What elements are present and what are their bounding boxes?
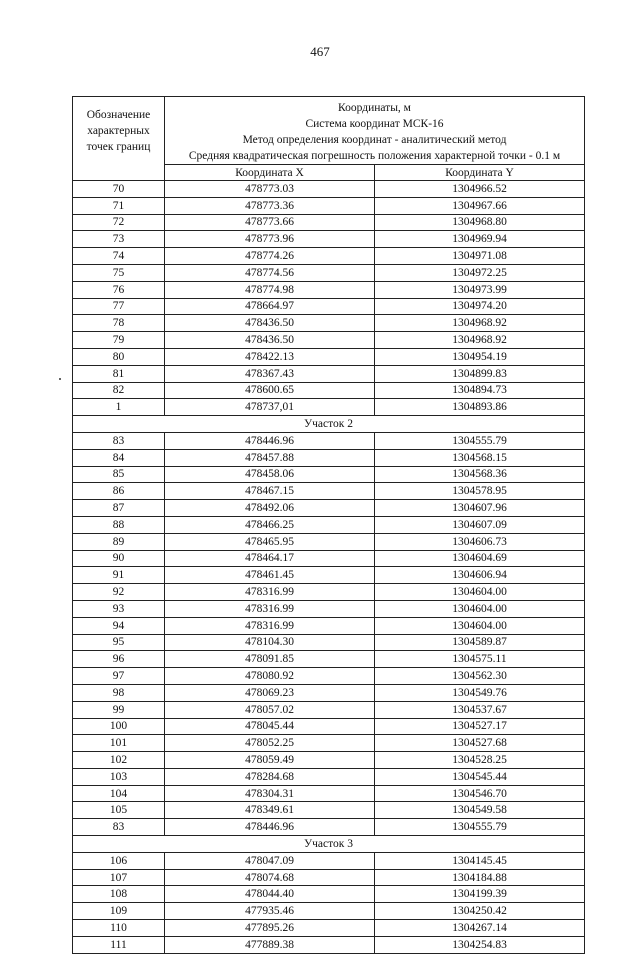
- point-id-cell: 70: [73, 181, 165, 198]
- y-coordinate-cell: 1304562.30: [375, 668, 585, 685]
- y-coordinate-cell: 1304968.80: [375, 214, 585, 231]
- y-coordinate-cell: 1304604.00: [375, 600, 585, 617]
- coordinates-table: [72, 96, 585, 954]
- section-title: Участок 3: [73, 836, 585, 853]
- point-id-cell: 81: [73, 365, 165, 382]
- y-coordinate-cell: 1304568.36: [375, 466, 585, 483]
- table-row: [73, 567, 585, 584]
- point-id-cell: 92: [73, 584, 165, 601]
- x-coordinate-cell: 478304.31: [165, 785, 375, 802]
- point-id-cell: 105: [73, 802, 165, 819]
- x-coordinate-cell: 478464.17: [165, 550, 375, 567]
- section-row: [73, 836, 585, 853]
- table-row: [73, 735, 585, 752]
- y-coordinate-cell: 1304606.94: [375, 567, 585, 584]
- table-row: [73, 432, 585, 449]
- point-id-cell: 93: [73, 600, 165, 617]
- x-coordinate-cell: 477895.26: [165, 920, 375, 937]
- y-coordinate-cell: 1304604.00: [375, 584, 585, 601]
- y-coordinate-cell: 1304546.70: [375, 785, 585, 802]
- x-coordinate-cell: 478316.99: [165, 600, 375, 617]
- point-id-cell: 109: [73, 903, 165, 920]
- coordinates-header: [165, 97, 585, 165]
- x-coordinate-cell: 478436.50: [165, 315, 375, 332]
- table-row: [73, 869, 585, 886]
- table-row: [73, 197, 585, 214]
- table-row: [73, 684, 585, 701]
- table-row: [73, 214, 585, 231]
- table-row: [73, 819, 585, 836]
- table-row: [73, 936, 585, 953]
- y-coordinate-cell: 1304974.20: [375, 298, 585, 315]
- y-coordinate-cell: 1304575.11: [375, 651, 585, 668]
- table-row: [73, 550, 585, 567]
- table-row: [73, 668, 585, 685]
- x-coordinate-cell: 478059.49: [165, 752, 375, 769]
- section-title: Участок 2: [73, 416, 585, 433]
- point-id-cell: 96: [73, 651, 165, 668]
- x-coordinate-cell: 477935.46: [165, 903, 375, 920]
- x-coordinate-cell: 478458.06: [165, 466, 375, 483]
- point-label-header: Обозначение характерных точек границ: [73, 97, 165, 181]
- table-row: [73, 768, 585, 785]
- y-coordinate-cell: 1304894.73: [375, 382, 585, 399]
- table-row: [73, 181, 585, 198]
- point-id-cell: 80: [73, 348, 165, 365]
- table-row: [73, 701, 585, 718]
- x-coordinate-cell: 478664.97: [165, 298, 375, 315]
- table-row: [73, 584, 585, 601]
- point-id-cell: 90: [73, 550, 165, 567]
- point-id-cell: 95: [73, 634, 165, 651]
- point-id-cell: 98: [73, 684, 165, 701]
- x-coordinate-cell: 477889.38: [165, 936, 375, 953]
- accuracy-description: Средняя квадратическая погрешность положения характерной точки - 0.1 м: [188, 150, 561, 162]
- y-coordinate-cell: 1304568.15: [375, 449, 585, 466]
- section-row: [73, 416, 585, 433]
- table-row: [73, 315, 585, 332]
- x-coordinate-cell: 478773.66: [165, 214, 375, 231]
- table-row: [73, 399, 585, 416]
- x-coordinate-cell: 478044.40: [165, 886, 375, 903]
- y-coordinate-cell: 1304254.83: [375, 936, 585, 953]
- page-number: 467: [310, 44, 330, 59]
- x-coordinate-cell: 478422.13: [165, 348, 375, 365]
- point-id-cell: 74: [73, 248, 165, 265]
- point-id-cell: 86: [73, 483, 165, 500]
- table-row: [73, 248, 585, 265]
- table-row: [73, 600, 585, 617]
- x-coordinate-cell: 478461.45: [165, 567, 375, 584]
- x-coordinate-cell: 478774.98: [165, 281, 375, 298]
- x-coordinate-cell: 478316.99: [165, 617, 375, 634]
- x-coordinate-cell: 478774.26: [165, 248, 375, 265]
- point-id-cell: 78: [73, 315, 165, 332]
- x-coordinate-cell: 478600.65: [165, 382, 375, 399]
- y-coordinate-cell: 1304199.39: [375, 886, 585, 903]
- table-row: [73, 483, 585, 500]
- point-id-cell: 87: [73, 500, 165, 517]
- point-id-cell: 79: [73, 332, 165, 349]
- table-row: [73, 533, 585, 550]
- table-row: [73, 332, 585, 349]
- y-coordinate-cell: 1304549.76: [375, 684, 585, 701]
- point-id-cell: 97: [73, 668, 165, 685]
- x-coordinate-cell: 478069.23: [165, 684, 375, 701]
- x-coordinate-cell: 478349.61: [165, 802, 375, 819]
- table-row: [73, 785, 585, 802]
- y-coordinate-cell: 1304968.92: [375, 332, 585, 349]
- point-id-cell: 110: [73, 920, 165, 937]
- y-coordinate-cell: 1304973.99: [375, 281, 585, 298]
- x-column-header: Координата X: [165, 165, 375, 181]
- x-coordinate-cell: 478367.43: [165, 365, 375, 382]
- y-coordinate-cell: 1304527.68: [375, 735, 585, 752]
- point-id-cell: 1: [73, 399, 165, 416]
- x-coordinate-cell: 478773.36: [165, 197, 375, 214]
- table-body: [73, 181, 585, 954]
- point-id-cell: 102: [73, 752, 165, 769]
- y-coordinate-cell: 1304968.92: [375, 315, 585, 332]
- y-coordinate-cell: 1304555.79: [375, 432, 585, 449]
- method-description: Метод определения координат - аналитический метод: [242, 134, 507, 146]
- point-id-cell: 103: [73, 768, 165, 785]
- x-coordinate-cell: 478047.09: [165, 852, 375, 869]
- table-row: [73, 752, 585, 769]
- x-coordinate-cell: 478091.85: [165, 651, 375, 668]
- y-coordinate-cell: 1304545.44: [375, 768, 585, 785]
- point-id-cell: 107: [73, 869, 165, 886]
- scan-speck: [59, 378, 61, 380]
- y-coordinate-cell: 1304893.86: [375, 399, 585, 416]
- y-coordinate-cell: 1304184.88: [375, 869, 585, 886]
- y-coordinate-cell: 1304578.95: [375, 483, 585, 500]
- table-row: [73, 466, 585, 483]
- point-id-cell: 108: [73, 886, 165, 903]
- point-id-cell: 82: [73, 382, 165, 399]
- point-id-cell: 91: [73, 567, 165, 584]
- y-column-header: Координата Y: [375, 165, 585, 181]
- y-coordinate-cell: 1304606.73: [375, 533, 585, 550]
- coordinate-system: Система координат МСК-16: [305, 118, 444, 130]
- point-id-cell: 75: [73, 264, 165, 281]
- point-id-cell: 104: [73, 785, 165, 802]
- point-id-cell: 89: [73, 533, 165, 550]
- x-coordinate-cell: 478436.50: [165, 332, 375, 349]
- point-id-cell: 73: [73, 231, 165, 248]
- table-row: [73, 903, 585, 920]
- y-coordinate-cell: 1304972.25: [375, 264, 585, 281]
- table-row: [73, 802, 585, 819]
- x-coordinate-cell: 478466.25: [165, 516, 375, 533]
- point-id-cell: 106: [73, 852, 165, 869]
- x-coordinate-cell: 478467.15: [165, 483, 375, 500]
- y-coordinate-cell: 1304604.69: [375, 550, 585, 567]
- table-row: [73, 718, 585, 735]
- table-row: [73, 651, 585, 668]
- point-id-cell: 76: [73, 281, 165, 298]
- x-coordinate-cell: 478316.99: [165, 584, 375, 601]
- y-coordinate-cell: 1304537.67: [375, 701, 585, 718]
- table-row: [73, 617, 585, 634]
- point-id-cell: 94: [73, 617, 165, 634]
- x-coordinate-cell: 478045.44: [165, 718, 375, 735]
- y-coordinate-cell: 1304527.17: [375, 718, 585, 735]
- table-row: [73, 500, 585, 517]
- x-coordinate-cell: 478284.68: [165, 768, 375, 785]
- table-row: [73, 516, 585, 533]
- x-coordinate-cell: 478104.30: [165, 634, 375, 651]
- point-id-cell: 72: [73, 214, 165, 231]
- table-row: [73, 852, 585, 869]
- x-coordinate-cell: 478773.03: [165, 181, 375, 198]
- x-coordinate-cell: 478052.25: [165, 735, 375, 752]
- point-id-cell: 71: [73, 197, 165, 214]
- y-coordinate-cell: 1304528.25: [375, 752, 585, 769]
- y-coordinate-cell: 1304145.45: [375, 852, 585, 869]
- y-coordinate-cell: 1304899.83: [375, 365, 585, 382]
- table-row: [73, 281, 585, 298]
- y-coordinate-cell: 1304966.52: [375, 181, 585, 198]
- x-coordinate-cell: 478457.88: [165, 449, 375, 466]
- y-coordinate-cell: 1304267.14: [375, 920, 585, 937]
- table-row: [73, 382, 585, 399]
- x-coordinate-cell: 478446.96: [165, 819, 375, 836]
- coordinates-title: Координаты, м: [338, 102, 411, 114]
- point-id-cell: 111: [73, 936, 165, 953]
- y-coordinate-cell: 1304954.19: [375, 348, 585, 365]
- x-coordinate-cell: 478074.68: [165, 869, 375, 886]
- table-row: [73, 365, 585, 382]
- y-coordinate-cell: 1304250.42: [375, 903, 585, 920]
- y-coordinate-cell: 1304555.79: [375, 819, 585, 836]
- x-coordinate-cell: 478774.56: [165, 264, 375, 281]
- point-id-cell: 101: [73, 735, 165, 752]
- x-coordinate-cell: 478057.02: [165, 701, 375, 718]
- table-header: [73, 97, 585, 181]
- point-id-cell: 85: [73, 466, 165, 483]
- point-id-cell: 77: [73, 298, 165, 315]
- point-id-cell: 83: [73, 432, 165, 449]
- table-row: [73, 231, 585, 248]
- point-id-cell: 84: [73, 449, 165, 466]
- x-coordinate-cell: 478465.95: [165, 533, 375, 550]
- table-row: [73, 449, 585, 466]
- table-row: [73, 634, 585, 651]
- table-row: [73, 886, 585, 903]
- point-id-cell: 99: [73, 701, 165, 718]
- table-row: [73, 348, 585, 365]
- y-coordinate-cell: 1304967.66: [375, 197, 585, 214]
- y-coordinate-cell: 1304969.94: [375, 231, 585, 248]
- x-coordinate-cell: 478446.96: [165, 432, 375, 449]
- table-row: [73, 298, 585, 315]
- y-coordinate-cell: 1304971.08: [375, 248, 585, 265]
- y-coordinate-cell: 1304607.09: [375, 516, 585, 533]
- x-coordinate-cell: 478737,01: [165, 399, 375, 416]
- y-coordinate-cell: 1304549.58: [375, 802, 585, 819]
- point-id-cell: 83: [73, 819, 165, 836]
- table-row: [73, 264, 585, 281]
- x-coordinate-cell: 478492.06: [165, 500, 375, 517]
- x-coordinate-cell: 478080.92: [165, 668, 375, 685]
- y-coordinate-cell: 1304589.87: [375, 634, 585, 651]
- table-row: [73, 920, 585, 937]
- y-coordinate-cell: 1304607.96: [375, 500, 585, 517]
- point-id-cell: 88: [73, 516, 165, 533]
- point-id-cell: 100: [73, 718, 165, 735]
- x-coordinate-cell: 478773.96: [165, 231, 375, 248]
- y-coordinate-cell: 1304604.00: [375, 617, 585, 634]
